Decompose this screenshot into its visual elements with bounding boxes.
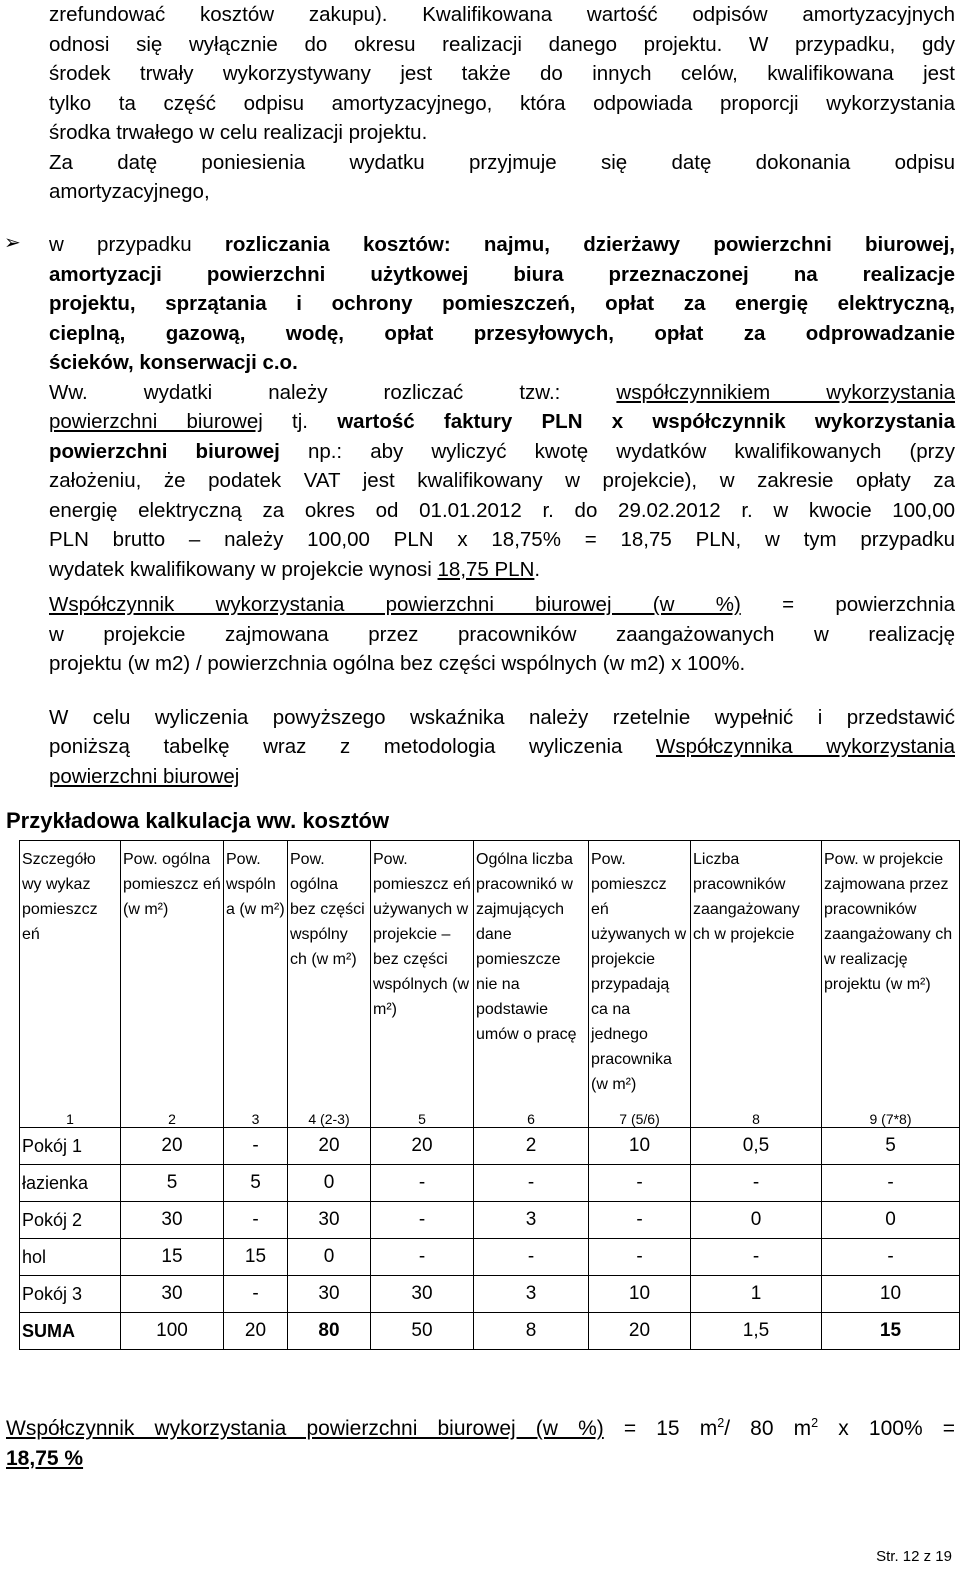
text-line: projektu (w m2) / powierzchnia ogólna bez części wspólnych (w m2) x 100%.: [49, 652, 746, 675]
column-header: Pow. pomieszcz eń używanych w projekcie – bez części wspólnych (w m²): [371, 841, 474, 1104]
value-cell: 0: [288, 1239, 371, 1276]
value-cell: 30: [121, 1276, 224, 1313]
value-cell: 2: [474, 1128, 589, 1165]
column-number: 1: [20, 1103, 121, 1128]
text-line: założeniu, że podatek VAT jest kwalifikowany w projekcie), w zakresie opłaty za: [49, 469, 955, 492]
column-header: Pow. w projekcie zajmowana przez pracowników zaangażowany ch w realizację projektu (w m²): [822, 841, 960, 1104]
value-cell: 10: [589, 1276, 691, 1313]
value-cell: 30: [288, 1202, 371, 1239]
value-cell: 20: [589, 1313, 691, 1350]
value-cell: 8: [474, 1313, 589, 1350]
table-row: [20, 1276, 960, 1313]
value-cell: -: [224, 1202, 288, 1239]
value-cell: 50: [371, 1313, 474, 1350]
column-number: 3: [224, 1103, 288, 1128]
value-cell: 0: [691, 1202, 822, 1239]
column-number-row: [20, 1103, 960, 1128]
value-cell: 1: [691, 1276, 822, 1313]
text-line: energię elektryczną za okres od 01.01.2012 r. do 29.02.2012 r. w kwocie 100,00: [49, 498, 955, 522]
room-name-cell: Pokój 3: [20, 1276, 121, 1313]
room-name-cell: SUMA: [20, 1313, 121, 1350]
room-name-cell: Pokój 1: [20, 1128, 121, 1165]
column-header: Ogólna liczba pracownikó w zajmujących dane pomieszcze nie na podstawie umów o pracę: [474, 841, 589, 1104]
value-cell: 0: [822, 1202, 960, 1239]
value-cell: 10: [589, 1128, 691, 1165]
value-cell: -: [371, 1202, 474, 1239]
bold-text: rozliczania kosztów: najmu, dzierżawy powierzchni biurowej,: [224, 233, 955, 256]
value-cell: -: [371, 1239, 474, 1276]
value-cell: 20: [224, 1313, 288, 1350]
bullet-paragraph: [49, 230, 955, 791]
column-header: Liczba pracowników zaangażowany ch w projekcie: [691, 841, 822, 1104]
value-cell: -: [589, 1239, 691, 1276]
value-cell: -: [691, 1165, 822, 1202]
text: = powierzchnia: [740, 593, 955, 616]
value-cell: -: [474, 1239, 589, 1276]
bold-text: projektu, sprzątania i ochrony pomieszczeń, opłat za energię elektryczną,: [49, 292, 955, 315]
bold-text: amortyzacji powierzchni użytkowej biura przeznaczonej na realizacje: [49, 262, 955, 286]
text-line: Za datę poniesienia wydatku przyjmuje się datę dokonania odpisu: [49, 150, 955, 174]
value-cell: 15: [224, 1239, 288, 1276]
bold-text: wartość faktury PLN x współczynnik wykorzystania: [337, 410, 956, 433]
value-cell: -: [589, 1202, 691, 1239]
value-cell: 0: [288, 1165, 371, 1202]
bullet-intro: w przypadku: [49, 233, 225, 256]
underlined-term: Współczynnika wykorzystania: [655, 735, 955, 758]
text-line: W celu wyliczenia powyższego wskaźnika należy rzetelnie wypełnić i przedstawić: [49, 705, 955, 729]
room-name-cell: hol: [20, 1239, 121, 1276]
column-header: Pow. wspóln a (w m²): [224, 841, 288, 1104]
value-cell: 1,5: [691, 1313, 822, 1350]
section-title: Przykładowa kalkulacja ww. kosztów: [6, 808, 390, 833]
value-cell: 3: [474, 1202, 589, 1239]
bold-text: powierzchni biurowej: [49, 439, 280, 463]
value-cell: 30: [371, 1276, 474, 1313]
text-line: w projekcie zajmowana przez pracowników zaangażowanych w realizację: [49, 622, 955, 646]
value-cell: 15: [121, 1239, 224, 1276]
bold-text: ścieków, konserwacji c.o.: [49, 351, 298, 374]
value-cell: 100: [121, 1313, 224, 1350]
underlined-amount: 18,75 PLN: [437, 557, 535, 581]
value-cell: 20: [371, 1128, 474, 1165]
value-cell: 30: [121, 1202, 224, 1239]
calculation-table: [19, 840, 960, 1350]
text: / 80 m: [724, 1417, 812, 1440]
value-cell: -: [371, 1165, 474, 1202]
text: Ww. wydatki należy rozliczać tzw.:: [49, 380, 617, 404]
underlined-term: powierzchni biurowej: [49, 410, 263, 433]
column-header: Pow. ogólna bez części wspólny ch (w m²): [288, 841, 371, 1104]
superscript: 2: [717, 1416, 725, 1430]
column-header: Pow. pomieszcz eń używanych w projekcie przypadają ca na jednego pracownika (w m²): [589, 841, 691, 1104]
superscript: 2: [811, 1416, 819, 1430]
value-cell: 30: [288, 1276, 371, 1313]
value-cell: -: [589, 1165, 691, 1202]
bullet-arrow-icon: ➢: [4, 232, 21, 254]
underlined-term: powierzchni biurowej: [49, 764, 240, 788]
underlined-term: Współczynnik wykorzystania powierzchni biurowej (w %): [6, 1417, 604, 1440]
column-number: 8: [691, 1103, 822, 1128]
value-cell: 5: [224, 1165, 288, 1202]
text: wydatek kwalifikowany w projekcie wynosi: [49, 557, 438, 581]
text: poniższą tabelkę wraz z metodologia wyliczenia: [49, 735, 656, 758]
value-cell: 5: [121, 1165, 224, 1202]
value-cell: -: [474, 1165, 589, 1202]
value-cell: -: [224, 1276, 288, 1313]
bold-text: cieplną, gazową, wodę, opłat przesyłowych, opłat za odprowadzanie: [49, 321, 955, 345]
value-cell: 3: [474, 1276, 589, 1313]
text-line: PLN brutto – należy 100,00 PLN x 18,75% = 18,75 PLN, w tym przypadku: [49, 528, 955, 551]
text-line: tylko ta część odpisu amortyzacyjnego, która odpowiada proporcji wykorzystania: [49, 91, 955, 115]
value-cell: -: [691, 1239, 822, 1276]
text-line: środka trwałego w celu realizacji projektu.: [49, 121, 428, 144]
result-paragraph: [6, 1414, 955, 1473]
table-row: [20, 1165, 960, 1202]
text-line: zrefundować kosztów zakupu). Kwalifikowana wartość odpisów amortyzacyjnych: [49, 3, 955, 26]
result-value: 18,75 %: [6, 1446, 84, 1470]
column-header: Pow. ogólna pomieszcz eń (w m²): [121, 841, 224, 1104]
value-cell: 20: [121, 1128, 224, 1165]
text: = 15 m: [603, 1417, 718, 1440]
intro-paragraph: [49, 0, 955, 207]
value-cell: -: [822, 1165, 960, 1202]
column-number: 5: [371, 1103, 474, 1128]
column-number: 7 (5/6): [589, 1103, 691, 1128]
value-cell: 80: [288, 1313, 371, 1350]
column-number: 2: [121, 1103, 224, 1128]
table-row: [20, 1313, 960, 1350]
value-cell: 0,5: [691, 1128, 822, 1165]
value-cell: 10: [822, 1276, 960, 1313]
column-header: Szczegóło wy wykaz pomieszcz eń: [20, 841, 121, 1104]
table-row: [20, 1202, 960, 1239]
underlined-term: współczynnikiem wykorzystania: [616, 380, 956, 404]
text-line: odnosi się wyłącznie do okresu realizacji danego projektu. W przypadku, gdy: [49, 32, 955, 56]
table-header-row: [20, 841, 960, 1104]
underlined-term: Współczynnik wykorzystania powierzchni biurowej (w %): [49, 593, 741, 616]
room-name-cell: łazienka: [20, 1165, 121, 1202]
table-row: [20, 1239, 960, 1276]
room-name-cell: Pokój 2: [20, 1202, 121, 1239]
value-cell: -: [822, 1239, 960, 1276]
column-number: 4 (2-3): [288, 1103, 371, 1128]
column-number: 6: [474, 1103, 589, 1128]
text-line: amortyzacyjnego,: [49, 180, 210, 203]
text: .: [534, 557, 541, 581]
text-line: środek trwały wykorzystywany jest także do innych celów, kwalifikowana jest: [49, 62, 955, 85]
value-cell: 15: [822, 1313, 960, 1350]
text: tj.: [262, 410, 338, 433]
page-number: Str. 12 z 19: [876, 1548, 952, 1565]
column-number: 9 (7*8): [822, 1103, 960, 1128]
text: np.: aby wyliczyć kwotę wydatków kwalifikowanych (przy: [279, 439, 955, 463]
value-cell: 5: [822, 1128, 960, 1165]
value-cell: -: [224, 1128, 288, 1165]
table-row: [20, 1128, 960, 1165]
value-cell: 20: [288, 1128, 371, 1165]
text: x 100% =: [818, 1417, 955, 1440]
